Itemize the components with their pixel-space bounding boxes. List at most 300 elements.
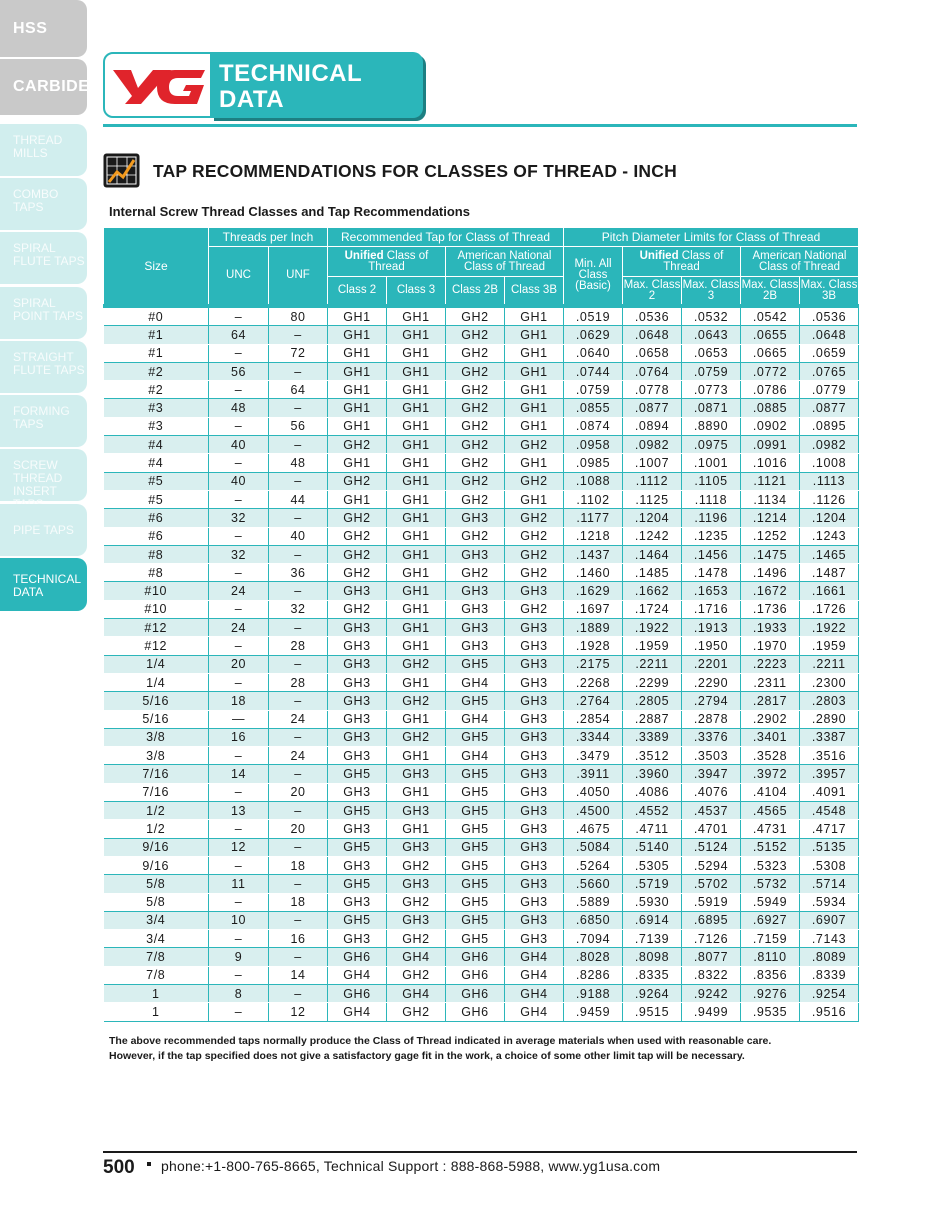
cell-class-2: GH5 xyxy=(328,802,387,820)
cell-max-class-3b: .4548 xyxy=(800,802,859,820)
sidebar-tab-forming-taps[interactable] xyxy=(0,395,87,447)
cell-max-class-2: .3512 xyxy=(623,747,682,765)
cell-class-3b: GH3 xyxy=(505,820,564,838)
cell-class-2b: GH3 xyxy=(446,637,505,655)
cell-unf: 18 xyxy=(269,856,328,874)
cell-max-class-2: .2211 xyxy=(623,655,682,673)
cell-max-class-3b: .3387 xyxy=(800,728,859,746)
cell-unf: 44 xyxy=(269,490,328,508)
header-min-all-class: Min. All Class (Basic) xyxy=(564,247,623,307)
cell-min-all: .1102 xyxy=(564,490,623,508)
cell-class-2b: GH5 xyxy=(446,911,505,929)
sidebar-tab-carbide[interactable] xyxy=(0,59,90,115)
cell-unc: – xyxy=(209,893,269,911)
cell-class-2b: GH5 xyxy=(446,875,505,893)
cell-class-3: GH1 xyxy=(387,381,446,399)
cell-class-3: GH1 xyxy=(387,619,446,637)
cell-class-2: GH2 xyxy=(328,509,387,527)
cell-max-class-2: .0778 xyxy=(623,381,682,399)
cell-unf: – xyxy=(269,911,328,929)
cell-max-class-2: .1242 xyxy=(623,527,682,545)
cell-class-2b: GH5 xyxy=(446,820,505,838)
cell-class-3: GH2 xyxy=(387,930,446,948)
cell-max-class-2: .0764 xyxy=(623,362,682,380)
cell-class-2: GH1 xyxy=(328,326,387,344)
cell-max-class-3: .3503 xyxy=(682,747,741,765)
cell-size: 5/8 xyxy=(104,875,209,893)
cell-min-all: .3911 xyxy=(564,765,623,783)
cell-unf: 24 xyxy=(269,710,328,728)
cell-min-all: .0629 xyxy=(564,326,623,344)
cell-max-class-2b: .0902 xyxy=(741,417,800,435)
tap-chart-icon xyxy=(103,153,140,188)
sidebar-tab-label: PIPE TAPS xyxy=(13,523,74,537)
yg-logo-icon xyxy=(105,54,210,116)
cell-unc: 48 xyxy=(209,399,269,417)
cell-unc: 10 xyxy=(209,911,269,929)
cell-size: 3/4 xyxy=(104,930,209,948)
sidebar-tab-screw-thread-insert-taps[interactable] xyxy=(0,449,87,501)
cell-max-class-3b: .4717 xyxy=(800,820,859,838)
cell-unc: – xyxy=(209,417,269,435)
header-threads-per-inch: Threads per Inch xyxy=(209,228,328,247)
cell-max-class-3b: .8339 xyxy=(800,966,859,984)
cell-max-class-2b: .1214 xyxy=(741,509,800,527)
cell-max-class-2b: .2223 xyxy=(741,655,800,673)
cell-unc: 40 xyxy=(209,436,269,454)
cell-class-3b: GH4 xyxy=(505,966,564,984)
cell-max-class-3: .0975 xyxy=(682,436,741,454)
cell-size: 3/8 xyxy=(104,728,209,746)
header-unified-rest: Class of Thread xyxy=(663,249,724,273)
table-row xyxy=(104,545,859,563)
cell-class-3: GH3 xyxy=(387,765,446,783)
cell-class-3b: GH3 xyxy=(505,875,564,893)
cell-class-3b: GH3 xyxy=(505,637,564,655)
table-row xyxy=(104,911,859,929)
cell-max-class-2b: .4731 xyxy=(741,820,800,838)
cell-unc: 11 xyxy=(209,875,269,893)
cell-class-2: GH1 xyxy=(328,362,387,380)
cell-max-class-2: .5930 xyxy=(623,893,682,911)
cell-min-all: .9188 xyxy=(564,984,623,1002)
sidebar-tab-label: CARBIDE xyxy=(13,78,90,95)
cell-class-3: GH1 xyxy=(387,545,446,563)
cell-size: 1 xyxy=(104,984,209,1002)
cell-size: 9/16 xyxy=(104,856,209,874)
cell-min-all: .2764 xyxy=(564,692,623,710)
cell-unf: 18 xyxy=(269,893,328,911)
cell-max-class-2: .2887 xyxy=(623,710,682,728)
table-row xyxy=(104,856,859,874)
table-row xyxy=(104,306,859,326)
cell-max-class-3: .1653 xyxy=(682,582,741,600)
cell-class-2b: GH5 xyxy=(446,838,505,856)
cell-class-3b: GH2 xyxy=(505,527,564,545)
cell-class-3: GH1 xyxy=(387,710,446,728)
cell-max-class-2b: .2902 xyxy=(741,710,800,728)
cell-unc: 56 xyxy=(209,362,269,380)
cell-max-class-3: .0532 xyxy=(682,306,741,326)
cell-class-3: GH1 xyxy=(387,564,446,582)
cell-size: 5/16 xyxy=(104,710,209,728)
cell-size: #8 xyxy=(104,564,209,582)
cell-unf: 20 xyxy=(269,820,328,838)
cell-max-class-2: .0894 xyxy=(623,417,682,435)
cell-max-class-2b: .0655 xyxy=(741,326,800,344)
cell-max-class-2b: .1252 xyxy=(741,527,800,545)
cell-class-3: GH1 xyxy=(387,637,446,655)
cell-max-class-3: .1118 xyxy=(682,490,741,508)
cell-class-2b: GH2 xyxy=(446,490,505,508)
cell-class-2b: GH2 xyxy=(446,417,505,435)
cell-max-class-2: .1662 xyxy=(623,582,682,600)
cell-max-class-3b: .2803 xyxy=(800,692,859,710)
cell-max-class-2: .4086 xyxy=(623,783,682,801)
cell-max-class-3: .5702 xyxy=(682,875,741,893)
cell-class-2b: GH2 xyxy=(446,564,505,582)
cell-unc: – xyxy=(209,1003,269,1021)
cell-class-2: GH3 xyxy=(328,619,387,637)
table-row xyxy=(104,802,859,820)
table-row xyxy=(104,344,859,362)
cell-max-class-2b: .0991 xyxy=(741,436,800,454)
cell-class-2b: GH2 xyxy=(446,381,505,399)
cell-class-3b: GH2 xyxy=(505,509,564,527)
cell-class-3: GH1 xyxy=(387,344,446,362)
cell-min-all: .8028 xyxy=(564,948,623,966)
cell-max-class-3: .1950 xyxy=(682,637,741,655)
cell-unc: – xyxy=(209,673,269,691)
cell-max-class-3b: .3516 xyxy=(800,747,859,765)
sidebar-tab-hss[interactable] xyxy=(0,0,87,57)
cell-unc: – xyxy=(209,490,269,508)
cell-size: 5/8 xyxy=(104,893,209,911)
footnote-line-2: However, if the tap specified does not give a satisfactory gage fit in the work, a choice of some other limit tap will be necessary. xyxy=(109,1050,745,1062)
cell-class-3: GH1 xyxy=(387,747,446,765)
cell-max-class-3b: .9516 xyxy=(800,1003,859,1021)
banner-title-line2: DATA xyxy=(219,86,285,113)
cell-unf: 16 xyxy=(269,930,328,948)
header-unified-word: Unified xyxy=(344,249,384,262)
cell-class-3b: GH4 xyxy=(505,1003,564,1021)
cell-size: #0 xyxy=(104,306,209,326)
cell-max-class-3: .7126 xyxy=(682,930,741,948)
cell-size: 1/4 xyxy=(104,655,209,673)
cell-min-all: .1460 xyxy=(564,564,623,582)
sidebar-tab-technical-data[interactable] xyxy=(0,558,87,611)
cell-max-class-3b: .1204 xyxy=(800,509,859,527)
cell-class-2: GH3 xyxy=(328,893,387,911)
cell-max-class-2b: .8110 xyxy=(741,948,800,966)
cell-max-class-2: .2805 xyxy=(623,692,682,710)
section-title: TAP RECOMMENDATIONS FOR CLASSES OF THREAD - INCH xyxy=(153,161,677,181)
cell-unf: – xyxy=(269,728,328,746)
cell-class-2: GH3 xyxy=(328,692,387,710)
cell-class-2b: GH2 xyxy=(446,306,505,326)
table-row xyxy=(104,930,859,948)
sidebar-tab-spiral-flute-taps[interactable] xyxy=(0,232,87,284)
cell-min-all: .4500 xyxy=(564,802,623,820)
cell-size: 7/8 xyxy=(104,948,209,966)
cell-max-class-3: .1456 xyxy=(682,545,741,563)
cell-max-class-3b: .3957 xyxy=(800,765,859,783)
sidebar-tab-combo-taps[interactable] xyxy=(0,178,87,230)
sidebar-tab-pipe-taps[interactable] xyxy=(0,504,87,556)
cell-unf: 14 xyxy=(269,966,328,984)
cell-class-2: GH3 xyxy=(328,856,387,874)
cell-max-class-3b: .2300 xyxy=(800,673,859,691)
cell-max-class-2b: .4565 xyxy=(741,802,800,820)
cell-class-3b: GH3 xyxy=(505,582,564,600)
cell-size: 7/16 xyxy=(104,783,209,801)
cell-max-class-3b: .1008 xyxy=(800,454,859,472)
cell-max-class-3b: .1959 xyxy=(800,637,859,655)
cell-class-2: GH6 xyxy=(328,948,387,966)
cell-min-all: .8286 xyxy=(564,966,623,984)
cell-max-class-3b: .0895 xyxy=(800,417,859,435)
cell-max-class-3b: .5934 xyxy=(800,893,859,911)
table-row xyxy=(104,838,859,856)
cell-max-class-3b: .5135 xyxy=(800,838,859,856)
cell-class-2: GH2 xyxy=(328,472,387,490)
cell-class-2b: GH5 xyxy=(446,893,505,911)
cell-class-3b: GH4 xyxy=(505,948,564,966)
cell-unf: – xyxy=(269,509,328,527)
cell-max-class-3: .2878 xyxy=(682,710,741,728)
cell-max-class-2b: .3972 xyxy=(741,765,800,783)
cell-unc: 8 xyxy=(209,984,269,1002)
cell-class-3b: GH3 xyxy=(505,747,564,765)
cell-max-class-3b: .1126 xyxy=(800,490,859,508)
cell-max-class-2: .1959 xyxy=(623,637,682,655)
cell-size: 3/8 xyxy=(104,747,209,765)
cell-unf: – xyxy=(269,472,328,490)
cell-max-class-3: .6895 xyxy=(682,911,741,929)
cell-class-2: GH2 xyxy=(328,436,387,454)
cell-class-3b: GH3 xyxy=(505,802,564,820)
cell-max-class-2: .9264 xyxy=(623,984,682,1002)
cell-min-all: .0519 xyxy=(564,306,623,326)
cell-class-2: GH5 xyxy=(328,765,387,783)
cell-class-3b: GH2 xyxy=(505,545,564,563)
cell-size: 3/4 xyxy=(104,911,209,929)
cell-min-all: .4675 xyxy=(564,820,623,838)
cell-class-2b: GH2 xyxy=(446,344,505,362)
cell-min-all: .1697 xyxy=(564,600,623,618)
table-row xyxy=(104,564,859,582)
cell-max-class-3: .2290 xyxy=(682,673,741,691)
cell-class-3: GH4 xyxy=(387,984,446,1002)
cell-size: #2 xyxy=(104,362,209,380)
cell-max-class-2b: .5949 xyxy=(741,893,800,911)
cell-unc: — xyxy=(209,710,269,728)
cell-class-3: GH2 xyxy=(387,692,446,710)
cell-min-all: .2175 xyxy=(564,655,623,673)
cell-max-class-3: .0643 xyxy=(682,326,741,344)
cell-class-2b: GH6 xyxy=(446,1003,505,1021)
table-row xyxy=(104,381,859,399)
cell-unf: 48 xyxy=(269,454,328,472)
cell-unf: – xyxy=(269,362,328,380)
cell-unf: 20 xyxy=(269,783,328,801)
cell-max-class-2b: .4104 xyxy=(741,783,800,801)
cell-max-class-3: .8322 xyxy=(682,966,741,984)
cell-max-class-2b: .1016 xyxy=(741,454,800,472)
cell-class-2: GH5 xyxy=(328,911,387,929)
cell-size: 1/2 xyxy=(104,802,209,820)
cell-unf: – xyxy=(269,984,328,1002)
table-row xyxy=(104,619,859,637)
cell-class-2b: GH4 xyxy=(446,710,505,728)
cell-class-3b: GH1 xyxy=(505,326,564,344)
cell-class-2: GH4 xyxy=(328,1003,387,1021)
cell-class-3: GH1 xyxy=(387,472,446,490)
table-row xyxy=(104,820,859,838)
table-row xyxy=(104,582,859,600)
cell-class-3: GH3 xyxy=(387,875,446,893)
sidebar-tab-label: TECHNICAL DATA xyxy=(13,572,81,599)
cell-unc: – xyxy=(209,966,269,984)
cell-class-3: GH2 xyxy=(387,966,446,984)
cell-max-class-3b: .2890 xyxy=(800,710,859,728)
cell-min-all: .1889 xyxy=(564,619,623,637)
cell-max-class-2: .0877 xyxy=(623,399,682,417)
table-row xyxy=(104,417,859,435)
page-number: 500 xyxy=(103,1157,135,1178)
cell-class-2b: GH2 xyxy=(446,527,505,545)
cell-class-3: GH2 xyxy=(387,728,446,746)
cell-max-class-3b: .0659 xyxy=(800,344,859,362)
cell-size: 1 xyxy=(104,1003,209,1021)
cell-class-3b: GH3 xyxy=(505,893,564,911)
header-unf: UNF xyxy=(269,247,328,307)
cell-min-all: .0855 xyxy=(564,399,623,417)
cell-class-3: GH1 xyxy=(387,490,446,508)
header-max-class-3b: Max. Class 3B xyxy=(800,277,859,307)
cell-size: #8 xyxy=(104,545,209,563)
cell-class-2: GH1 xyxy=(328,381,387,399)
cell-class-3b: GH3 xyxy=(505,728,564,746)
cell-unf: 72 xyxy=(269,344,328,362)
cell-min-all: .5889 xyxy=(564,893,623,911)
cell-class-2b: GH3 xyxy=(446,600,505,618)
table-row xyxy=(104,875,859,893)
cell-unc: 12 xyxy=(209,838,269,856)
table-row xyxy=(104,399,859,417)
cell-max-class-3b: .7143 xyxy=(800,930,859,948)
cell-class-3b: GH4 xyxy=(505,984,564,1002)
cell-class-2b: GH2 xyxy=(446,362,505,380)
cell-class-2: GH1 xyxy=(328,344,387,362)
cell-size: #12 xyxy=(104,637,209,655)
cell-unc: 18 xyxy=(209,692,269,710)
cell-unc: 24 xyxy=(209,582,269,600)
cell-min-all: .3479 xyxy=(564,747,623,765)
cell-unc: 14 xyxy=(209,765,269,783)
cell-class-2: GH3 xyxy=(328,728,387,746)
cell-class-3: GH1 xyxy=(387,582,446,600)
cell-class-2: GH2 xyxy=(328,545,387,563)
sidebar-tab-label: SCREW THREAD INSERT xyxy=(13,458,63,498)
cell-max-class-3b: .0779 xyxy=(800,381,859,399)
cell-unf: 56 xyxy=(269,417,328,435)
cell-max-class-2b: .6927 xyxy=(741,911,800,929)
header-class-2b: Class 2B xyxy=(446,277,505,307)
cell-class-3b: GH2 xyxy=(505,564,564,582)
cell-unf: 64 xyxy=(269,381,328,399)
cell-max-class-3b: .5308 xyxy=(800,856,859,874)
cell-class-2: GH1 xyxy=(328,454,387,472)
cell-max-class-2: .6914 xyxy=(623,911,682,929)
cell-max-class-3b: .1243 xyxy=(800,527,859,545)
cell-min-all: .0759 xyxy=(564,381,623,399)
cell-class-2: GH6 xyxy=(328,984,387,1002)
cell-unc: – xyxy=(209,820,269,838)
cell-unc: – xyxy=(209,454,269,472)
sidebar-tab-spiral-point-taps[interactable] xyxy=(0,287,87,339)
table-caption: Internal Screw Thread Classes and Tap Recommendations xyxy=(109,204,470,219)
sidebar-tab-thread-mills[interactable] xyxy=(0,124,87,176)
cell-class-2: GH1 xyxy=(328,490,387,508)
cell-size: #3 xyxy=(104,417,209,435)
cell-unf: 28 xyxy=(269,637,328,655)
cell-max-class-2: .1112 xyxy=(623,472,682,490)
cell-min-all: .9459 xyxy=(564,1003,623,1021)
cell-max-class-2: .1007 xyxy=(623,454,682,472)
cell-unc: 20 xyxy=(209,655,269,673)
cell-class-3b: GH3 xyxy=(505,692,564,710)
cell-unc: 64 xyxy=(209,326,269,344)
cell-min-all: .4050 xyxy=(564,783,623,801)
cell-size: #3 xyxy=(104,399,209,417)
cell-class-2: GH3 xyxy=(328,783,387,801)
cell-class-3: GH1 xyxy=(387,306,446,326)
cell-size: 1/2 xyxy=(104,820,209,838)
cell-unf: 36 xyxy=(269,564,328,582)
cell-unc: 32 xyxy=(209,545,269,563)
sidebar-tab-straight-flute-taps[interactable] xyxy=(0,341,87,393)
cell-class-2: GH3 xyxy=(328,820,387,838)
technical-data-banner xyxy=(211,52,423,118)
cell-class-3: GH1 xyxy=(387,454,446,472)
cell-class-3: GH3 xyxy=(387,911,446,929)
cell-class-3b: GH1 xyxy=(505,362,564,380)
header-american-national: American National Class of Thread xyxy=(446,247,564,277)
cell-max-class-2: .8098 xyxy=(623,948,682,966)
cell-max-class-2b: .1736 xyxy=(741,600,800,618)
cell-size: #2 xyxy=(104,381,209,399)
cell-max-class-3: .1235 xyxy=(682,527,741,545)
cell-class-2b: GH3 xyxy=(446,509,505,527)
cell-class-3b: GH1 xyxy=(505,417,564,435)
cell-max-class-2: .3389 xyxy=(623,728,682,746)
table-row xyxy=(104,893,859,911)
header-unified-rest: Class of Thread xyxy=(368,249,429,273)
header-max-class-2: Max. Class 2 xyxy=(623,277,682,307)
cell-max-class-2b: .5323 xyxy=(741,856,800,874)
cell-min-all: .0874 xyxy=(564,417,623,435)
cell-unc: 9 xyxy=(209,948,269,966)
cell-size: #1 xyxy=(104,344,209,362)
cell-min-all: .0958 xyxy=(564,436,623,454)
table-row xyxy=(104,362,859,380)
cell-max-class-2: .2299 xyxy=(623,673,682,691)
cell-class-3b: GH2 xyxy=(505,600,564,618)
cell-max-class-3b: .6907 xyxy=(800,911,859,929)
cell-class-3b: GH3 xyxy=(505,783,564,801)
cell-max-class-3b: .0536 xyxy=(800,306,859,326)
